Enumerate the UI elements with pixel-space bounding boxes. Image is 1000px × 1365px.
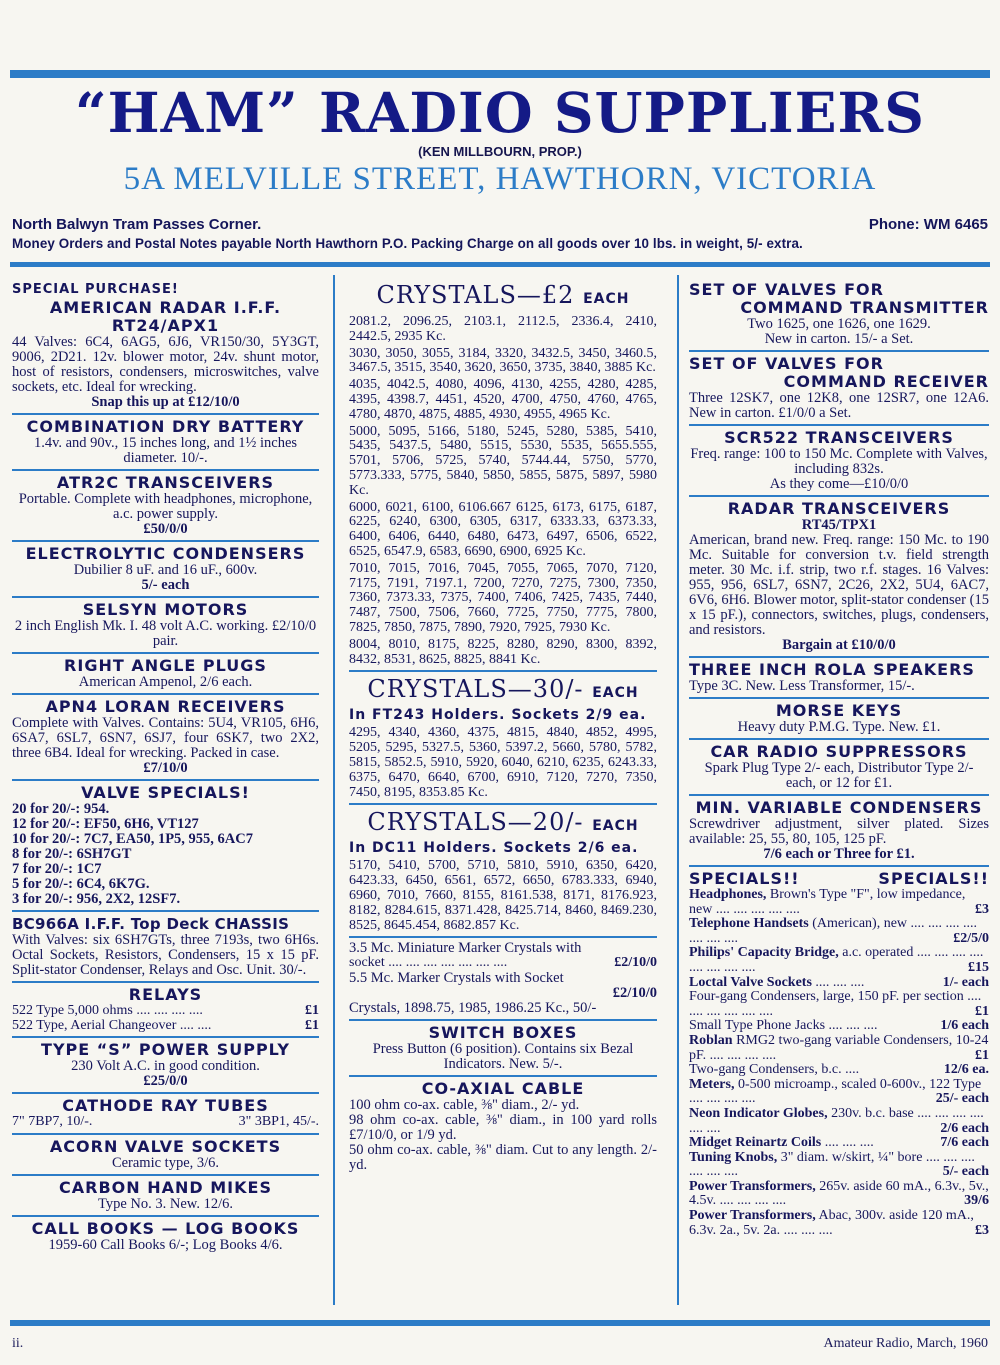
special-price: 39/6 <box>964 1193 989 1209</box>
ad-heading: ATR2C TRANSCEIVERS <box>56 473 275 492</box>
special-item <box>689 976 989 991</box>
ad-text: Press Button (6 position). Contains six Bezal Indicators. New. 5/-. <box>372 1041 634 1072</box>
ad-price: Snap this up at £12/10/0 <box>91 394 240 410</box>
ad-text: Screwdriver adjustment, silver plated. Sizes available: 25, 55, 80, 105, 125 pF. <box>689 816 989 847</box>
ad-coax <box>349 1077 657 1176</box>
special-text: 265v. aside 60 mA., 6.3v., 5v., 4.5v. .... .... .... .... <box>689 1178 989 1209</box>
ad-text: American Ampenol, 2/6 each. <box>78 674 253 690</box>
ad-subheading: RT45/TPX1 <box>801 517 877 533</box>
ad-heading: CAR RADIO SUPPRESSORS <box>710 742 968 761</box>
crystal-list: 8004, 8010, 8175, 8225, 8280, 8290, 8300, 8392, 8432, 8531, 8625, 8825, 8841 Kc. <box>349 636 657 667</box>
ad-text: Heavy duty P.M.G. Type. New. £1. <box>737 719 941 735</box>
relay-price: £1 <box>305 1003 319 1018</box>
ad-text: Three 12SK7, one 12K8, one 12SR7, one 12A6. New in carton. £1/0/0 a Set. <box>689 390 989 421</box>
marker-price: £2/10/0 <box>612 985 657 1001</box>
crystal-heading: CRYSTALS—20/- <box>367 808 584 837</box>
special-text: (American), new .... .... .... .... .... .... .... <box>689 916 978 946</box>
column-middle <box>349 278 657 1176</box>
ad-radar-iff <box>12 278 319 415</box>
ad-text: 44 Valves: 6C4, 6AG5, 6J6, VR150/30, 5Y3GT, 9006, 2D21. 12v. blower motor, 24v. shunt motor, host of resistors, condensers, microswitches, valve sockets, etc. Ideal for wrecking. <box>12 334 319 395</box>
special-text: Four-gang Condensers, large, 150 pF. per section .... .... .... .... .... .... <box>689 989 982 1019</box>
valve-qty: 10 for 20/-: <box>12 831 81 847</box>
special-name: Midget Reinartz Coils <box>689 1135 822 1151</box>
special-price: 7/6 each <box>940 1135 989 1151</box>
special-item <box>689 1034 989 1063</box>
ad-heading <box>349 675 657 707</box>
coax-line: 100 ohm co-ax. cable, ⅜" diam., 2/- yd. <box>349 1097 580 1113</box>
special-item <box>689 1063 989 1078</box>
crystal-list: 5000, 5095, 5166, 5180, 5245, 5280, 5385, 5410, 5435, 5437.5, 5480, 5515, 5530, 5535, 5655.555, 5701, 5706, 5725, 5740, 5744.44, 5750, 5770, 5773.333, 5775, 5840, 5850, 5855, 5875, 5897, 5980 Kc. <box>349 423 657 498</box>
crystal-list: 3030, 3050, 3055, 3184, 3320, 3432.5, 3450, 3460.5, 3467.5, 3515, 3540, 3620, 3650, 3735, 3840, 3885 Kc. <box>349 345 657 376</box>
special-price: £15 <box>968 959 989 975</box>
marker-row <box>349 956 657 971</box>
special-name: Power Transformers, <box>689 1178 816 1194</box>
ad-heading: CARBON HAND MIKES <box>59 1178 272 1198</box>
valve-row <box>12 877 319 892</box>
valve-items: 1C7 <box>76 861 102 877</box>
ad-heading: COMMAND RECEIVER <box>783 372 989 391</box>
ad-heading: BC966A I.F.F. Top Deck CHASSIS <box>12 915 290 933</box>
special-name: Loctal Valve Sockets <box>689 974 812 990</box>
special-name: Headphones, <box>689 887 767 902</box>
ad-text: American, brand new. Freq. range: 150 Mc. to 190 Mc. Suitable for conversion t.v. field strength meter. 30 Mc. i.f. strip, two r.f. stages. 16 Valves: 955, 956, 6SL7, 6SN7, 2C26, 2X2, 5U4, 6AC7, 6V6, 6H6. Blower motor, split-stator condenser (15 x 15 pF.), connectors, switches, plugs, condensers, and resistors. <box>689 532 989 638</box>
special-price: 1/6 each <box>940 1018 989 1034</box>
ad-price: £7/10/0 <box>143 760 188 776</box>
ad-relays <box>12 983 319 1038</box>
ad-power-supply <box>12 1038 319 1094</box>
valve-items: 956, 2X2, 12SF7. <box>76 891 181 907</box>
special-price: £1 <box>975 1047 989 1063</box>
ad-price: As they come—£10/0/0 <box>769 476 909 492</box>
tram-line <box>12 216 988 233</box>
proprietor: (KEN MILLBOURN, PROP.) <box>418 144 582 159</box>
ad-min-variable <box>689 796 989 867</box>
ad-heading: RT24/APX1 <box>111 316 220 335</box>
ad-text: 1959-60 Call Books 6/-; Log Books 4/6. <box>48 1237 283 1254</box>
ad-electrolytic <box>12 542 319 598</box>
ad-crt <box>12 1094 319 1135</box>
relay-row <box>12 1004 319 1019</box>
ad-command-receiver <box>689 352 989 426</box>
special-text: a.c. operated .... .... .... .... .... .... .... .... <box>689 945 984 975</box>
valve-qty: 12 for 20/-: <box>12 816 81 832</box>
special-text: Two-gang Condensers, b.c. .... <box>689 1062 860 1078</box>
crystal-list: 7010, 7015, 7016, 7045, 7055, 7065, 7070, 7120, 7175, 7191, 7197.1, 7200, 7270, 7275, 7300, 7350, 7360, 7373.33, 7375, 7400, 7406, 7425, 7435, 7440, 7487, 7500, 7506, 7660, 7725, 7750, 7775, 7800, 7825, 7850, 7875, 7890, 7920, 7925, 7930 Kc. <box>349 560 657 635</box>
crystal-list: 4295, 4340, 4360, 4375, 4815, 4840, 4852, 4995, 5205, 5295, 5327.5, 5360, 5397.2, 5660, 5780, 5782, 5815, 5852.5, 5910, 5920, 6040, 6210, 6235, 6243.33, 6375, 6470, 6640, 6700, 6910, 7120, 7270, 7350, 7450, 8195, 8353.85 Kc. <box>349 725 657 800</box>
ad-text: Complete with Valves. Contains: 5U4, VR105, 6H6, 6SA7, 6SL7, 6SN7, 6SJ7, four 6SK7, two 2X2, three 6B4. Ideal for wrecking. Packed in case. <box>12 715 319 761</box>
ad-acorn <box>12 1135 319 1176</box>
ad-heading: CALL BOOKS — LOG BOOKS <box>31 1219 300 1239</box>
ad-selsyn <box>12 598 319 654</box>
ad-text: 2 inch English Mk. I. 48 volt A.C. working. £2/10/0 pair. <box>14 618 317 649</box>
ad-bc966a <box>12 912 319 983</box>
ad-heading: COMMAND TRANSMITTER <box>740 298 989 317</box>
ad-heading: TYPE “S” POWER SUPPLY <box>41 1040 290 1060</box>
ad-price: New in carton. 15/- a Set. <box>764 331 914 347</box>
ad-heading: MIN. VARIABLE CONDENSERS <box>695 798 983 817</box>
valve-items: 954. <box>83 801 110 817</box>
ad-command-transmitter <box>689 278 989 352</box>
marker-line: Crystals, 1898.75, 1985, 1986.25 Kc., 50/- <box>349 1000 597 1016</box>
special-price: 5/- each <box>942 1164 989 1180</box>
marker-line: 3.5 Mc. Miniature Marker Crystals with <box>349 940 582 957</box>
valve-row <box>12 892 319 907</box>
money-line: Money Orders and Postal Notes payable North Hawthorn P.O. Packing Charge on all goods over 10 lbs. in weight, 5/- extra. <box>12 236 803 251</box>
crystal-sub: In FT243 Holders. Sockets 2/9 ea. <box>349 707 647 724</box>
phone: Phone: WM 6465 <box>868 216 988 233</box>
page-number: ii. <box>12 1336 24 1351</box>
ad-radar-transceivers <box>689 497 989 658</box>
marker-line: 5.5 Mc. Marker Crystals with Socket <box>349 970 564 986</box>
ad-valve-specials <box>12 781 319 912</box>
ad-rola-speakers <box>689 658 989 699</box>
special-text: Abac, 300v. aside 120 mA., 6.3v. 2a., 5v. 2a. .... .... .... <box>689 1208 974 1238</box>
valve-items: EF50, 6H6, VT127 <box>83 816 199 832</box>
page-footer <box>12 1336 988 1352</box>
special-item <box>689 1019 989 1034</box>
valve-qty: 3 for 20/-: <box>12 891 73 907</box>
ad-heading: SPECIALS!! <box>689 869 800 888</box>
ad-heading: RADAR TRANSCEIVERS <box>727 499 951 518</box>
ad-text: With Valves: six 6SH7GTs, three 7193s, two 6H6s. Octal Sockets, Resistors, Condensers, 15 x 15 pF. Split-stator Condenser, Relays and Osc. Unit. 30/-. <box>12 932 319 978</box>
special-price: £2/5/0 <box>953 930 989 946</box>
valve-qty: 5 for 20/-: <box>12 876 73 892</box>
marker-line: socket .... .... .... .... .... .... .... <box>349 955 508 971</box>
column-left <box>12 278 319 1256</box>
ad-plugs <box>12 654 319 695</box>
valve-items: 6C4, 6K7G. <box>76 876 150 892</box>
valve-row <box>12 847 319 862</box>
crystal-heading: CRYSTALS—30/- <box>367 675 584 704</box>
crystal-list: 5170, 5410, 5700, 5710, 5810, 5910, 6350, 6420, 6423.33, 6450, 6561, 6572, 6650, 6783.333, 6940, 6960, 7010, 7660, 8155, 8161.538, 8171, 8176.923, 8182, 8284.615, 8371.428, 8425.714, 8460, 8469.230, 8525, 8645.454, 8682.857 Kc. <box>349 858 657 933</box>
valve-qty: 20 for 20/-: <box>12 801 81 817</box>
specials-heading <box>689 870 989 888</box>
top-rule <box>10 70 990 78</box>
special-name: Telephone Handsets <box>689 916 809 932</box>
special-item <box>689 1078 989 1107</box>
ad-call-books <box>12 1217 319 1256</box>
each-label: EACH <box>583 291 630 307</box>
ad-dry-battery <box>12 415 319 471</box>
crystal-list: 6000, 6021, 6100, 6106.667 6125, 6173, 6175, 6187, 6225, 6240, 6300, 6305, 6317, 6333.33, 6373.33, 6400, 6406, 6440, 6480, 6473, 6497, 6506, 6522, 6525, 6547.9, 6583, 6690, 6900, 6925 Kc. <box>349 499 657 559</box>
crystal-list: 4035, 4042.5, 4080, 4096, 4130, 4255, 4280, 4285, 4395, 4398.7, 4451, 4520, 4700, 4750, 4760, 4765, 4780, 4870, 4875, 4885, 4930, 4955, 4965 Kc. <box>349 377 657 422</box>
special-name: Power Transformers, <box>689 1208 816 1224</box>
ad-heading: CATHODE RAY TUBES <box>62 1096 269 1116</box>
ad-price: £50/0/0 <box>143 521 188 537</box>
ad-scr522 <box>689 426 989 497</box>
ad-price: £25/0/0 <box>143 1073 188 1090</box>
special-item <box>689 888 989 917</box>
ad-atr2c <box>12 471 319 542</box>
column-divider <box>677 275 679 1305</box>
ad-heading: SCR522 TRANSCEIVERS <box>724 428 954 447</box>
special-price: £3 <box>975 1222 989 1238</box>
ad-heading: SWITCH BOXES <box>428 1023 578 1042</box>
ad-text: Portable. Complete with headphones, microphone, a.c. power supply. <box>18 491 313 522</box>
ad-pre: SPECIAL PURCHASE! <box>12 282 179 297</box>
crt-left: 7" 7BP7, 10/-. <box>12 1114 93 1130</box>
ad-heading <box>349 808 657 840</box>
ad-text: Two 1625, one 1626, one 1629. <box>747 316 931 332</box>
crystal-sub: In DC11 Holders. Sockets 2/6 ea. <box>349 840 639 857</box>
ad-text: Dubilier 8 uF. and 16 uF., 600v. <box>73 562 258 578</box>
crystal-heading: CRYSTALS—£2 <box>376 281 575 309</box>
ad-text: 1.4v. and 90v., 15 inches long, and 1½ inches diameter. 10/-. <box>33 435 298 466</box>
ad-heading: ACORN VALVE SOCKETS <box>49 1137 282 1157</box>
special-item <box>689 1151 989 1180</box>
publication: Amateur Radio, March, 1960 <box>823 1336 988 1351</box>
ad-price: 5/- each <box>141 577 190 593</box>
ad-heading: COMBINATION DRY BATTERY <box>26 417 305 436</box>
valve-row <box>12 862 319 877</box>
ad-heading: RELAYS <box>128 985 203 1004</box>
ad-crystals-30 <box>349 672 657 805</box>
ad-heading <box>349 281 657 313</box>
ad-heading: APN4 LORAN RECEIVERS <box>45 697 286 716</box>
each-label: EACH <box>592 818 639 835</box>
special-item <box>689 1107 989 1136</box>
ad-text: Type 3C. New. Less Transformer, 15/-. <box>689 678 915 694</box>
ad-heading: SET OF VALVES FOR <box>689 280 884 299</box>
ad-heading: SELSYN MOTORS <box>82 600 249 619</box>
special-price: 12/6 ea. <box>943 1062 989 1078</box>
crystal-list: 2081.2, 2096.25, 2103.1, 2112.5, 2336.4, 2410, 2442.5, 2935 Kc. <box>349 314 657 344</box>
valve-row <box>12 832 319 847</box>
ad-price: Bargain at £10/0/0 <box>782 637 896 653</box>
special-item <box>689 946 989 975</box>
relay-item: 522 Type, Aerial Changeover .... .... <box>12 1017 212 1033</box>
ad-heading: SPECIALS!! <box>878 869 989 888</box>
valve-qty: 7 for 20/-: <box>12 861 73 877</box>
ad-marker-crystals <box>349 938 657 1021</box>
special-item <box>689 990 989 1019</box>
special-price: 25/- each <box>935 1091 989 1107</box>
ad-crystals-2 <box>349 278 657 672</box>
valve-row <box>12 802 319 817</box>
bottom-rule <box>10 1320 990 1326</box>
ad-morse-keys <box>689 699 989 740</box>
header-rule <box>10 262 990 267</box>
ad-heading: ELECTROLYTIC CONDENSERS <box>25 544 306 563</box>
page-title: “HAM” RADIO SUPPLIERS <box>75 80 925 145</box>
ad-heading: VALVE SPECIALS! <box>81 783 250 802</box>
relay-row <box>12 1019 319 1034</box>
special-price: 2/6 each <box>940 1120 989 1136</box>
special-price: 1/- each <box>942 974 989 990</box>
special-text: RMG2 two-gang variable Condensers, 10-24 pF. .... .... .... .... <box>689 1032 989 1063</box>
ad-price: 7/6 each or Three for £1. <box>763 846 915 862</box>
relay-item: 522 Type 5,000 ohms .... .... .... .... <box>12 1003 203 1018</box>
ad-text: Freq. range: 100 to 150 Mc. Complete with Valves, including 832s. <box>690 446 988 477</box>
coax-line: 50 ohm co-ax. cable, ⅜" diam. Cut to any length. 2/- yd. <box>349 1142 657 1173</box>
special-name: Neon Indicator Globes, <box>689 1105 828 1121</box>
special-text: 3" diam. w/skirt, ¼" bore .... .... .... .... .... .... <box>689 1149 975 1180</box>
special-name: Roblan <box>689 1032 733 1048</box>
ad-text: Type No. 3. New. 12/6. <box>98 1196 233 1213</box>
special-item <box>689 917 989 946</box>
crt-row <box>12 1115 319 1130</box>
ad-heading: CO-AXIAL CABLE <box>421 1079 585 1098</box>
special-price: £3 <box>975 901 989 917</box>
coax-line: 98 ohm co-ax. cable, ⅜" diam., in 100 yard rolls £7/10/0, or 1/9 yd. <box>349 1112 657 1143</box>
special-text: Small Type Phone Jacks .... .... .... <box>689 1018 878 1034</box>
special-item <box>689 1136 989 1151</box>
special-text: 0-500 microamp., scaled 0-600v., 122 Type .... .... .... .... <box>689 1076 982 1107</box>
ad-switch-boxes <box>349 1021 657 1077</box>
special-text: 230v. b.c. base .... .... .... .... .... .... <box>689 1105 984 1136</box>
special-text: Brown's Type "F", low impedance, new .... .... .... .... .... <box>689 887 966 917</box>
column-right <box>689 278 989 1241</box>
ad-apn4 <box>12 695 319 781</box>
special-name: Philips' Capacity Bridge, <box>689 945 839 961</box>
column-divider <box>333 275 335 1305</box>
ad-car-suppressors <box>689 740 989 796</box>
ad-mikes <box>12 1176 319 1217</box>
ad-text: Spark Plug Type 2/- each, Distributor Type 2/- each, or 12 for £1. <box>704 760 974 791</box>
ad-heading: MORSE KEYS <box>775 701 903 720</box>
marker-price: £2/10/0 <box>614 955 657 971</box>
ad-specials <box>689 867 989 1241</box>
special-name: Tuning Knobs, <box>689 1149 778 1165</box>
special-item <box>689 1209 989 1238</box>
valve-items: 7C7, EA50, 1P5, 955, 6AC7 <box>83 831 253 847</box>
masthead <box>10 82 990 199</box>
relay-price: £1 <box>305 1017 319 1033</box>
ad-text: 230 Volt A.C. in good condition. <box>71 1058 260 1075</box>
special-name: Meters, <box>689 1076 735 1092</box>
address: 5A MELVILLE STREET, HAWTHORN, VICTORIA <box>123 161 877 197</box>
tram-note: North Balwyn Tram Passes Corner. <box>12 216 262 233</box>
valve-row <box>12 817 319 832</box>
ad-heading: THREE INCH ROLA SPEAKERS <box>689 660 975 679</box>
ad-heading: SET OF VALVES FOR <box>689 354 884 373</box>
special-text: .... .... .... <box>821 1135 874 1151</box>
ad-heading: AMERICAN RADAR I.F.F. <box>49 298 282 317</box>
special-price: £1 <box>975 1003 989 1019</box>
each-label: EACH <box>592 685 639 702</box>
crt-right: 3" 3BP1, 45/-. <box>238 1114 319 1130</box>
valve-qty: 8 for 20/-: <box>12 846 73 862</box>
ad-crystals-20 <box>349 805 657 938</box>
ad-heading: RIGHT ANGLE PLUGS <box>64 656 267 675</box>
valve-items: 6SH7GT <box>76 846 132 862</box>
ad-text: Ceramic type, 3/6. <box>111 1155 220 1172</box>
special-text: .... .... .... <box>811 974 865 990</box>
special-item <box>689 1180 989 1209</box>
